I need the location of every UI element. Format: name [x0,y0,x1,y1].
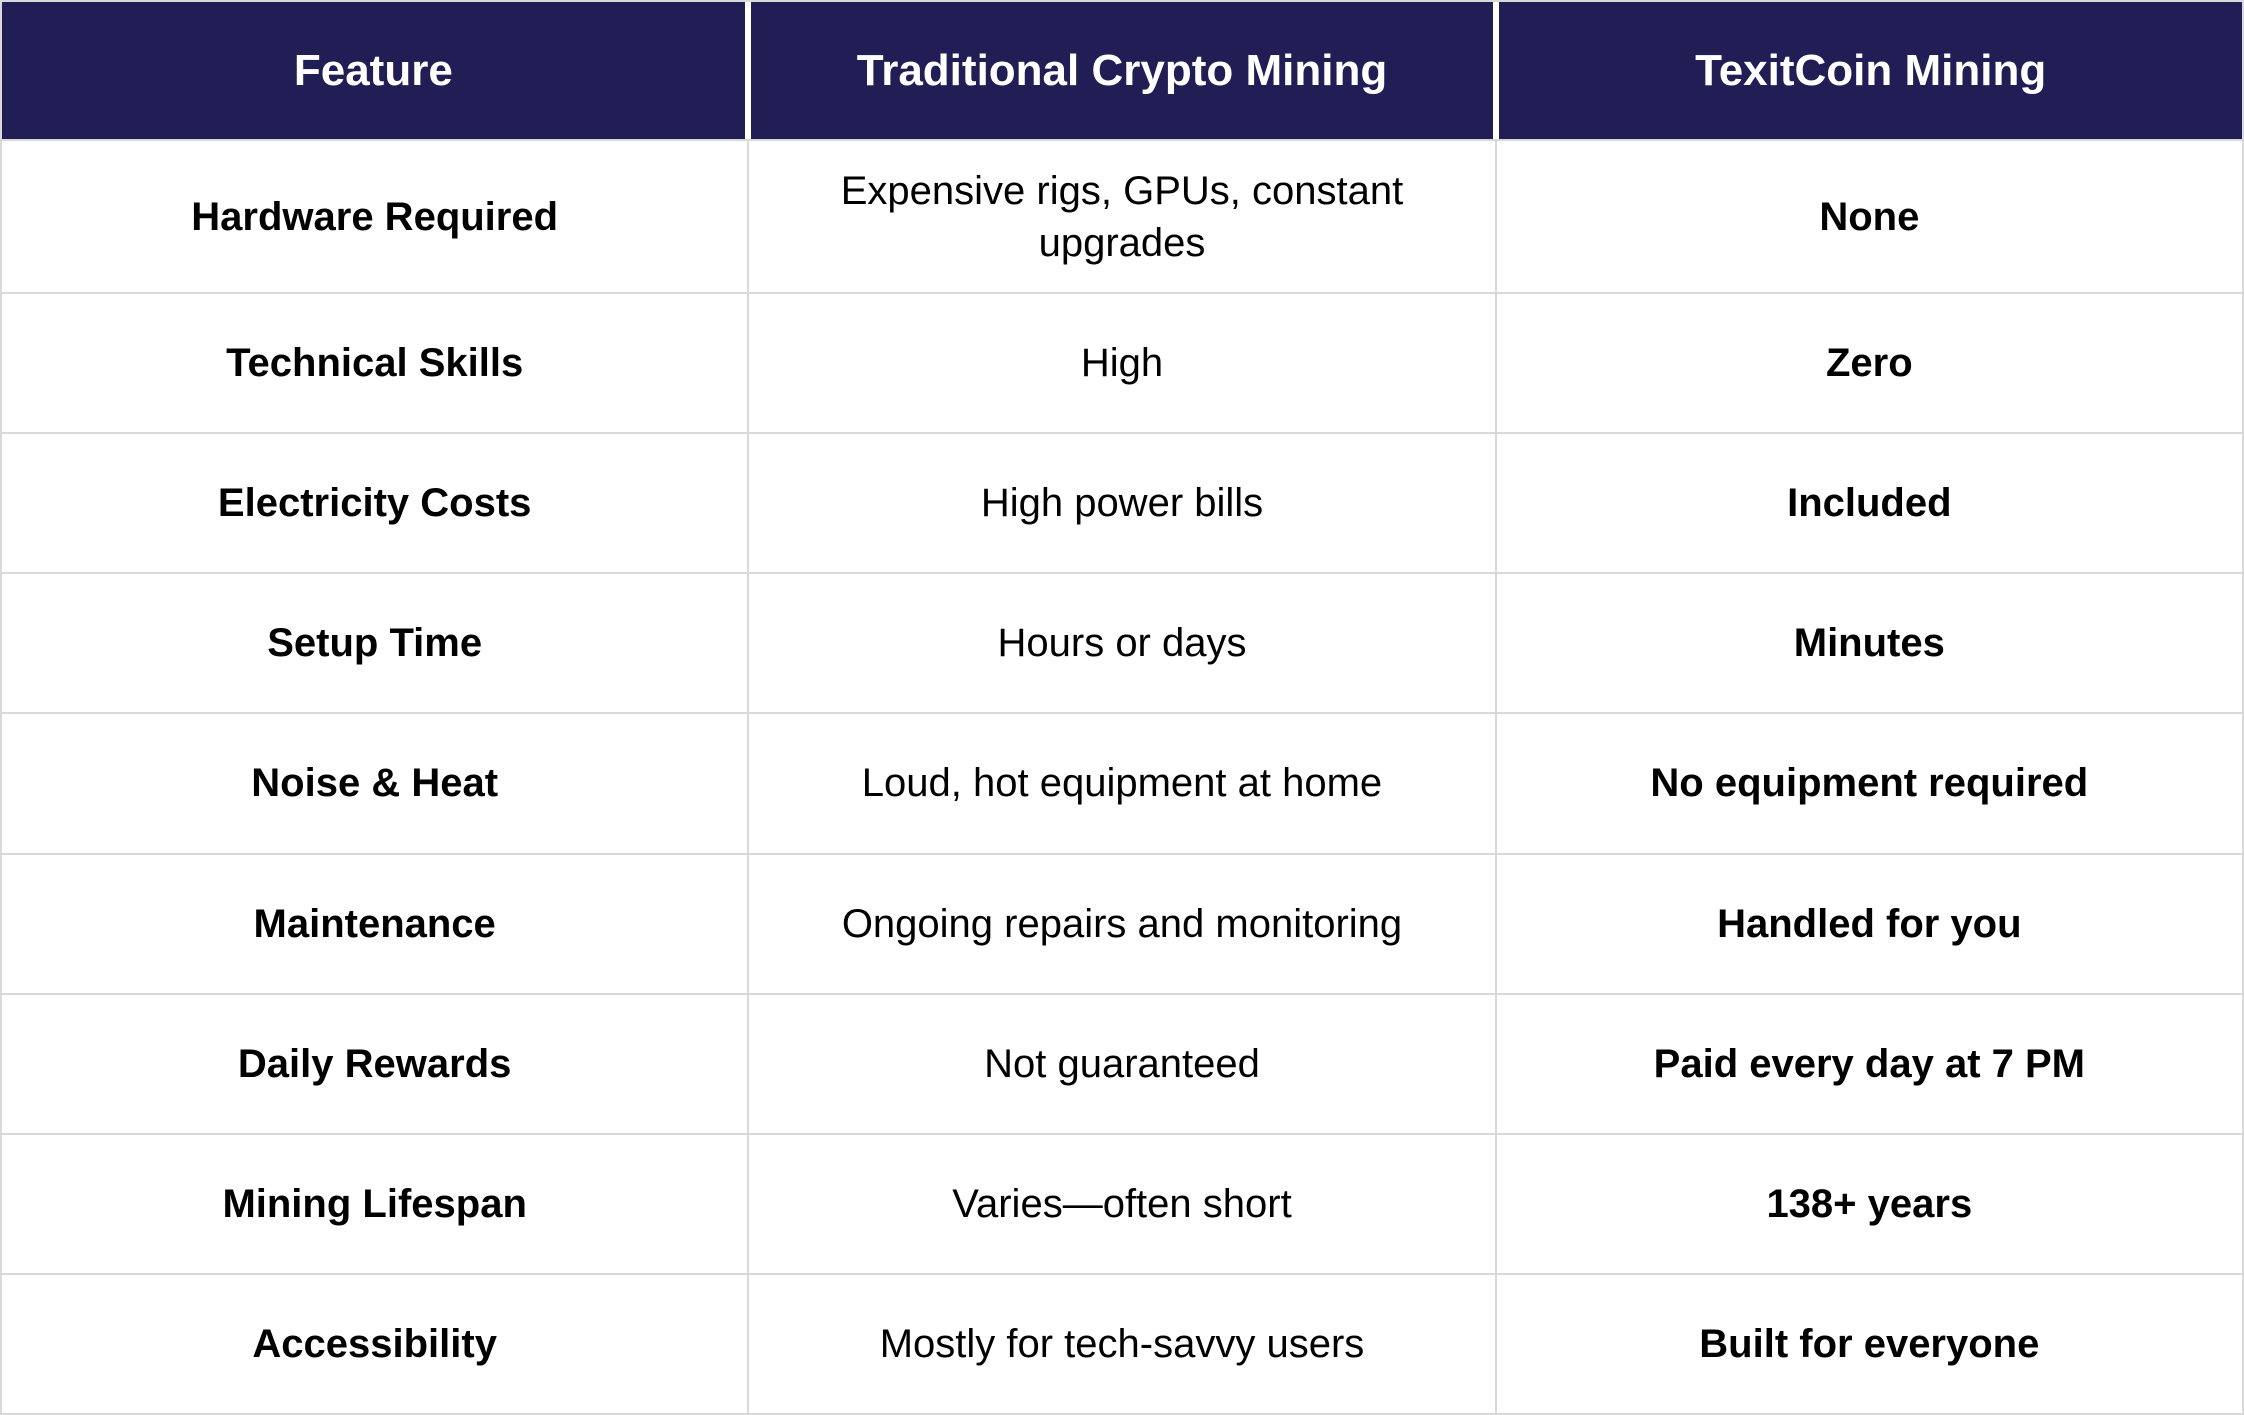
table-cell-texitcoin: No equipment required [1497,714,2242,852]
table-cell-texitcoin: 138+ years [1497,1135,2242,1273]
table-cell-traditional: Varies—often short [749,1135,1494,1273]
table-cell-traditional: Ongoing repairs and monitoring [749,855,1494,993]
table-cell-traditional: High [749,294,1494,432]
table-cell-feature: Accessibility [2,1275,747,1413]
table-body [2,139,2242,1413]
header-cell-texitcoin-mining: TexitCoin Mining [1499,2,2242,139]
table-cell-texitcoin: Handled for you [1497,855,2242,993]
table-cell-texitcoin: Included [1497,434,2242,572]
table-cell-traditional: Expensive rigs, GPUs, constant upgrades [749,141,1494,292]
table-cell-texitcoin: Minutes [1497,574,2242,712]
table-cell-traditional: Loud, hot equipment at home [749,714,1494,852]
table-cell-feature: Maintenance [2,855,747,993]
table-cell-traditional: High power bills [749,434,1494,572]
table-cell-traditional: Not guaranteed [749,995,1494,1133]
table-cell-feature: Electricity Costs [2,434,747,572]
table-cell-texitcoin: Built for everyone [1497,1275,2242,1413]
table-cell-feature: Technical Skills [2,294,747,432]
table-cell-feature: Setup Time [2,574,747,712]
table-cell-traditional: Hours or days [749,574,1494,712]
table-cell-texitcoin: Paid every day at 7 PM [1497,995,2242,1133]
table-cell-texitcoin: None [1497,141,2242,292]
table-cell-feature: Noise & Heat [2,714,747,852]
table-cell-traditional: Mostly for tech-savvy users [749,1275,1494,1413]
table-cell-texitcoin: Zero [1497,294,2242,432]
table-cell-feature: Hardware Required [2,141,747,292]
table-header-row [2,2,2242,139]
header-cell-feature: Feature [2,2,745,139]
table-cell-feature: Mining Lifespan [2,1135,747,1273]
table-cell-feature: Daily Rewards [2,995,747,1133]
header-cell-traditional-mining: Traditional Crypto Mining [751,2,1494,139]
